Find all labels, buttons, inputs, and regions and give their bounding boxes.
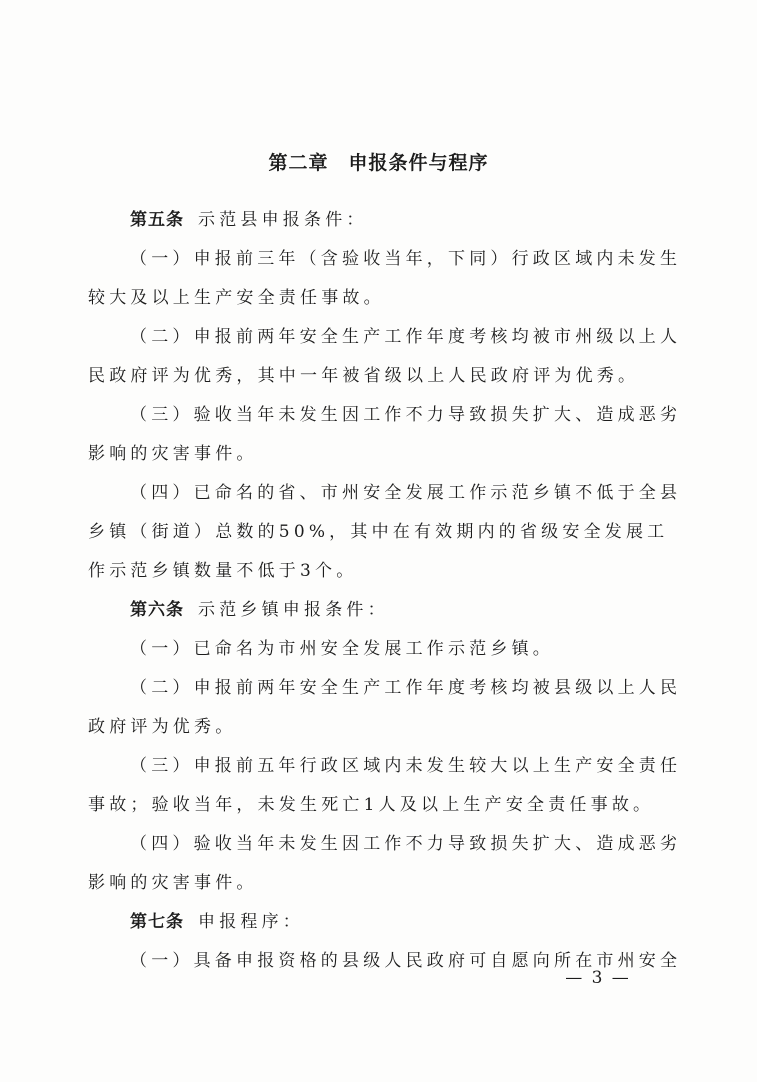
paragraph-line: （三）验收当年未发生因工作不力导致损失扩大、造成恶劣	[130, 405, 682, 425]
paragraph-line: 政府评为优秀。	[88, 717, 237, 737]
paragraph-line: （一）申报前三年（含验收当年，下同）行政区域内未发生	[130, 249, 682, 269]
paragraph-line: （三）申报前五年行政区域内未发生较大以上生产安全责任	[130, 756, 682, 776]
paragraph-line: （二）申报前两年安全生产工作年度考核均被县级以上人民	[130, 678, 682, 698]
paragraph-line: （一）具备申报资格的县级人民政府可自愿向所在市州安全	[130, 951, 682, 971]
paragraph-line: （四）验收当年未发生因工作不力导致损失扩大、造成恶劣	[130, 834, 682, 854]
paragraph-line: 作示范乡镇数量不低于3个。	[88, 561, 358, 581]
paragraph-line: （二）申报前两年安全生产工作年度考核均被市州级以上人	[130, 327, 682, 347]
paragraph-line: （四）已命名的省、市州安全发展工作示范乡镇不低于全县	[130, 483, 682, 503]
article-6-heading-text: 示范乡镇申报条件：	[198, 600, 389, 620]
article-6-heading	[130, 598, 660, 622]
paragraph-line: 事故；验收当年，未发生死亡1人及以上生产安全责任事故。	[88, 795, 655, 815]
article-7-heading	[130, 910, 660, 934]
article-5-label: 第五条	[130, 210, 184, 230]
paragraph-line: 影响的灾害事件。	[88, 444, 258, 464]
article-5-heading	[130, 208, 660, 232]
paragraph-line: （一）已命名为市州安全发展工作示范乡镇。	[130, 639, 554, 659]
paragraph-line: 影响的灾害事件。	[88, 873, 258, 893]
paragraph-line: 较大及以上生产安全责任事故。	[88, 288, 385, 308]
page-number: — 3 —	[565, 968, 631, 988]
chapter-title: 第二章 申报条件与程序	[268, 152, 489, 174]
article-6-label: 第六条	[130, 600, 184, 620]
article-7-label: 第七条	[130, 912, 184, 932]
paragraph-line: 民政府评为优秀，其中一年被省级以上人民政府评为优秀。	[88, 366, 640, 386]
article-7-heading-text: 申报程序：	[198, 912, 304, 932]
article-5-heading-text: 示范县申报条件：	[198, 210, 368, 230]
paragraph-line: 乡镇（街道）总数的50%，其中在有效期内的省级安全发展工	[88, 522, 669, 542]
